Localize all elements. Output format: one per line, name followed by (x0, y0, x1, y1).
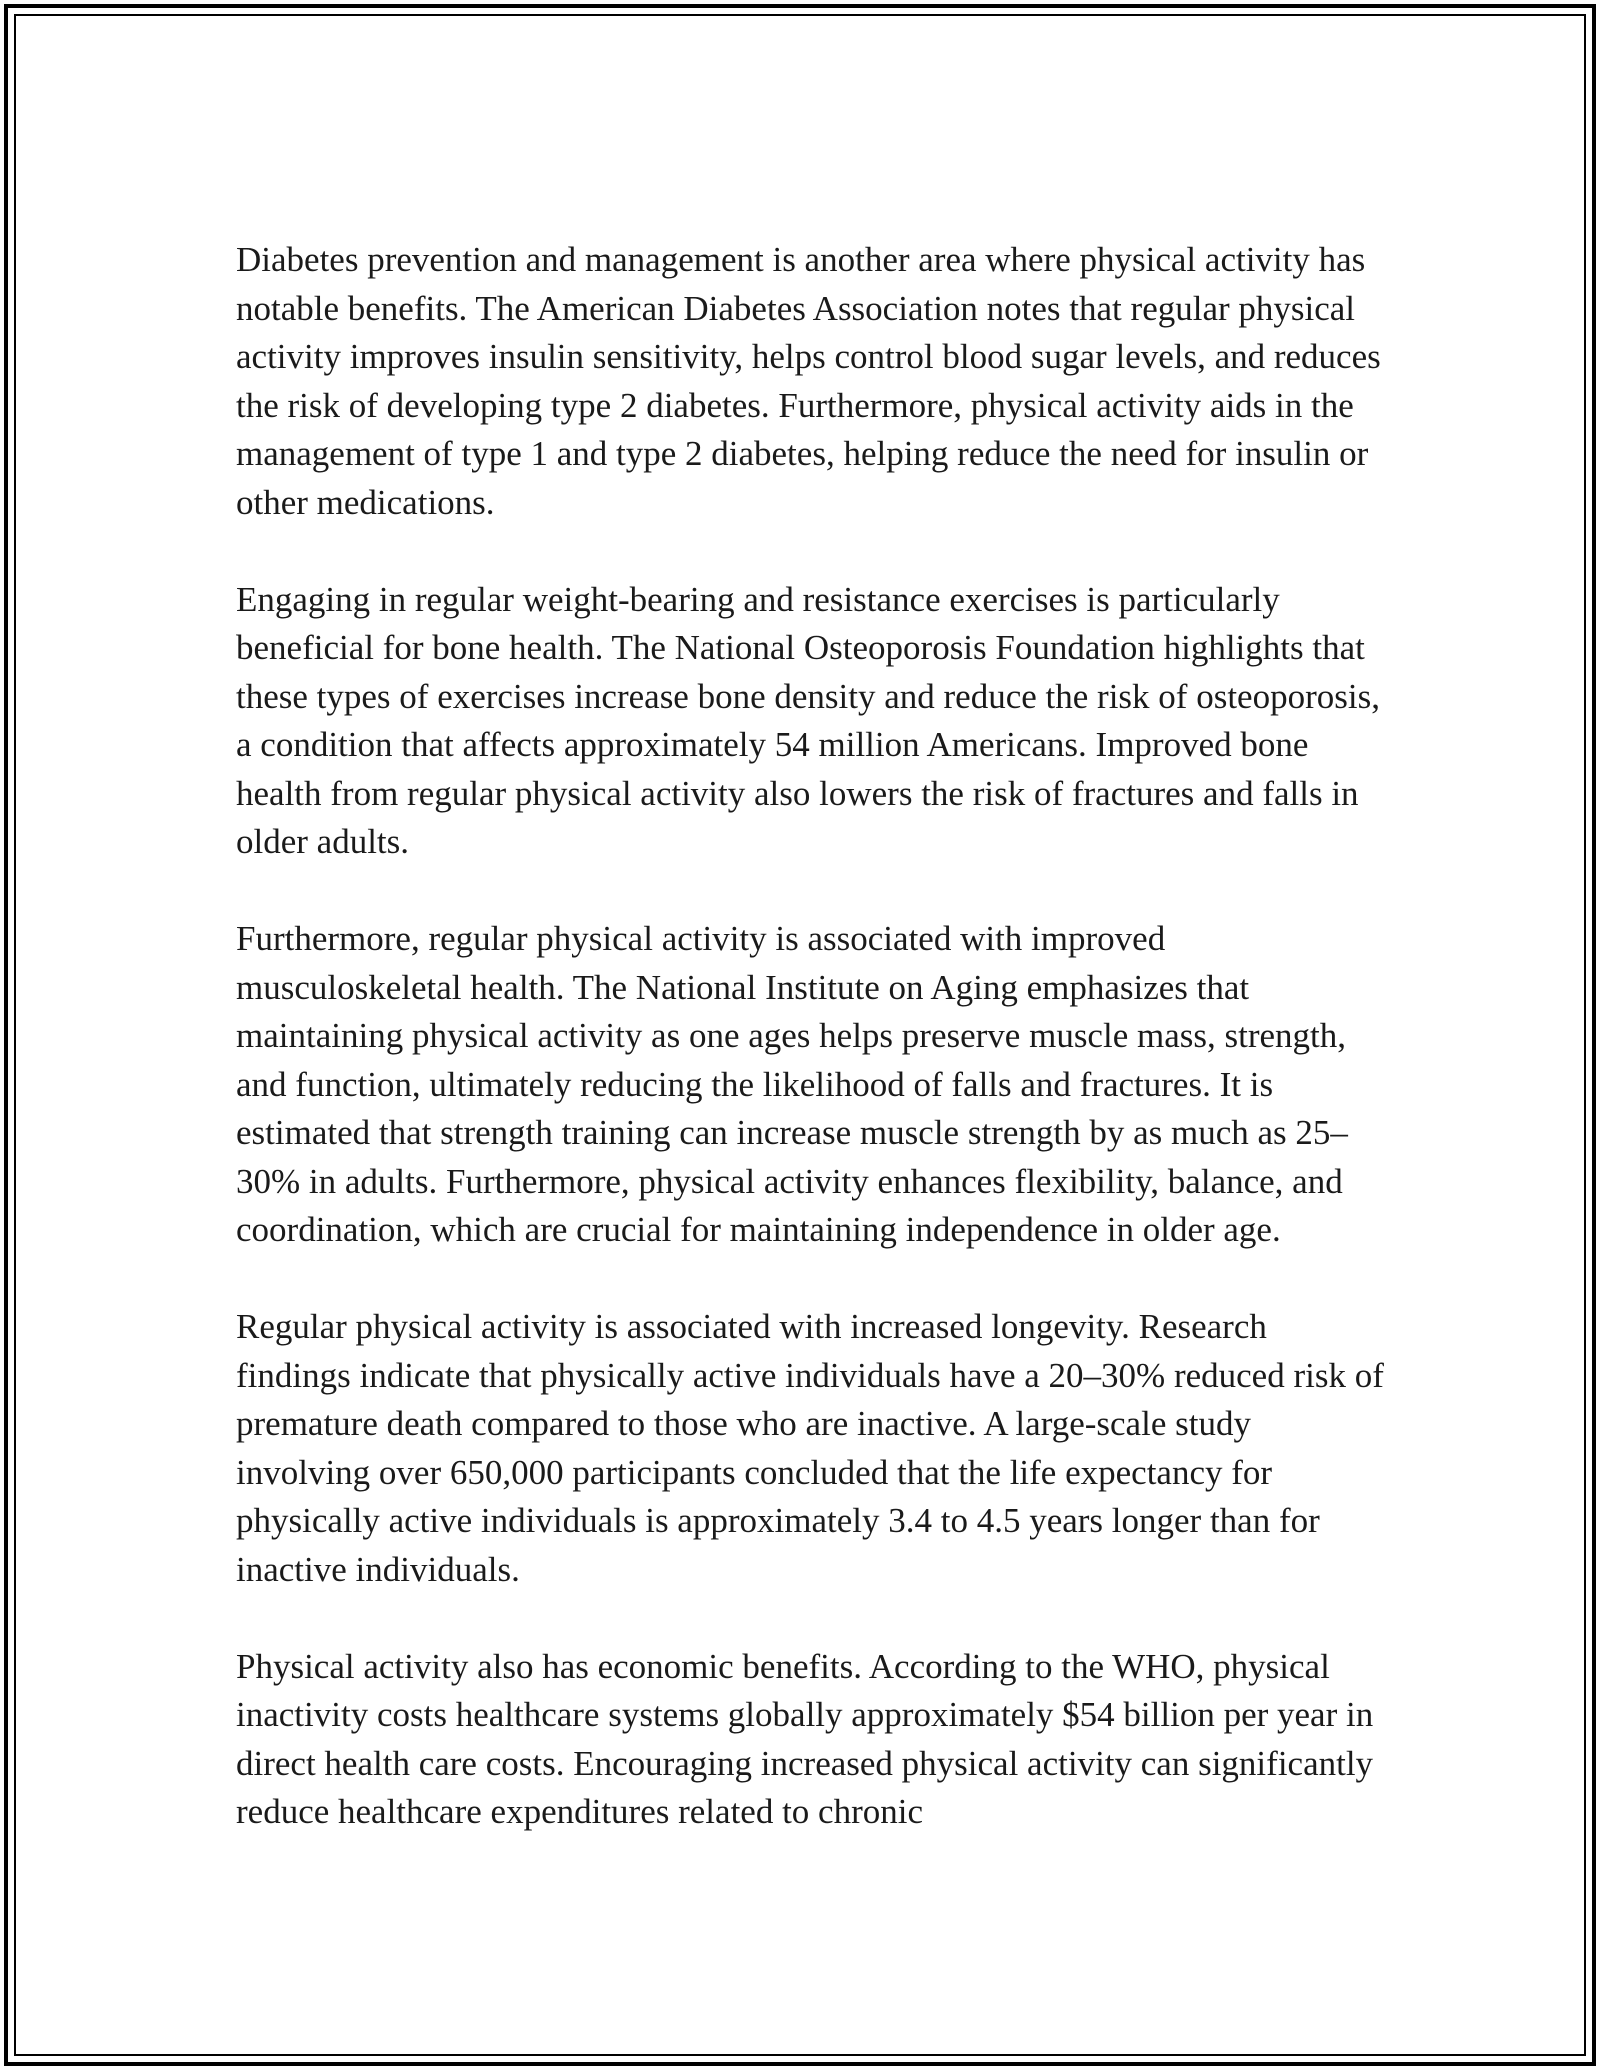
paragraph-musculoskeletal: Furthermore, regular physical activity is associated with improved musculoskeletal health. The National Institute on Aging emphasizes that maintaining physical activity as one ages helps preserve muscle mass, strength, and function, ultimately reducing the likelihood of falls and fractures. It is estimated that strength training can increase muscle strength by as much as 25–30% in adults. Furthermore, physical activity enhances flexibility, balance, and coordination, which are crucial for maintaining independence in older age. (236, 919, 1348, 1249)
paragraph-bone-health: Engaging in regular weight-bearing and resistance exercises is particularly beneficial for bone health. The National Osteoporosis Foundation highlights that these types of exercises increase bone density and reduce the risk of osteoporosis, a condition that affects approximately 54 million Americans. Improved bone health from regular physical activity also lowers the risk of fractures and falls in older adults. (236, 579, 1380, 861)
document-body (236, 236, 1386, 1885)
paragraph-diabetes: Diabetes prevention and management is another area where physical activity has notable benefits. The American Diabetes Association notes that regular physical activity improves insulin sensitivity, helps control blood sugar levels, and reduces the risk of developing type 2 diabetes. Furthermore, physical activity aids in the management of type 1 and type 2 diabetes, helping reduce the need for insulin or other medications. (236, 240, 1381, 522)
paragraph-economic: Physical activity also has economic benefits. According to the WHO, physical inactivity costs healthcare systems globally approximately $54 billion per year in direct health care costs. Encouraging increased physical activity can significantly reduce healthcare expenditures related to chronic (236, 1646, 1374, 1831)
paragraph-longevity: Regular physical activity is associated with increased longevity. Research findings indicate that physically active individuals have a 20–30% reduced risk of premature death compared to those who are inactive. A large-scale study involving over 650,000 participants concluded that the life expectancy for physically active individuals is approximately 3.4 to 4.5 years longer than for inactive individuals. (236, 1307, 1384, 1589)
